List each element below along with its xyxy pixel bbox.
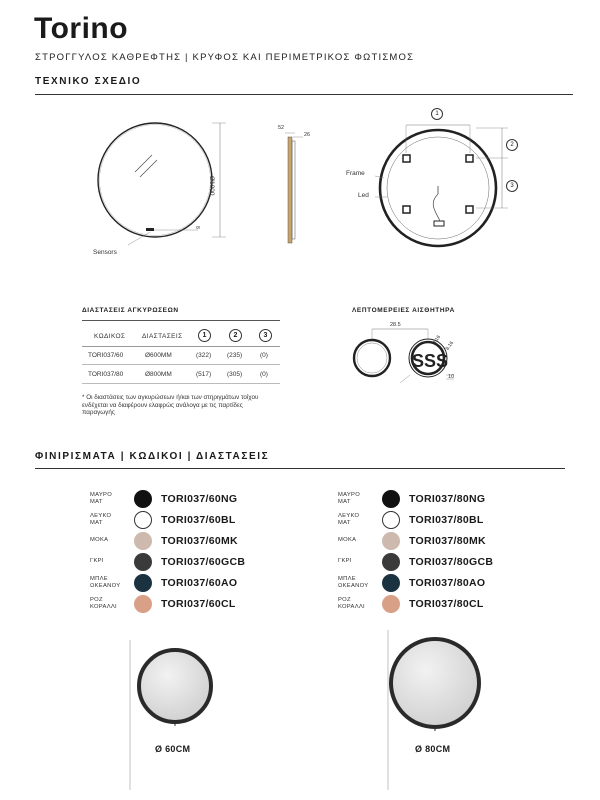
- finish-label: ΛΕΥΚΟ ΜΑΤ: [90, 513, 112, 526]
- anchors-row-1-c2: (235): [227, 352, 243, 359]
- color-swatch[interactable]: [134, 553, 152, 571]
- finish-row: [90, 593, 245, 614]
- anchors-row-2-c2: (305): [227, 371, 243, 378]
- size-label-80: Ø 80CM: [415, 744, 451, 754]
- finishes-section-rule: [35, 468, 565, 469]
- product-code: TORI037/60MK: [161, 534, 238, 547]
- product-code: TORI037/80NG: [409, 492, 486, 505]
- callout-2: 2: [506, 139, 518, 151]
- finish-row: [90, 509, 245, 530]
- color-swatch[interactable]: [134, 490, 152, 508]
- color-swatch[interactable]: [382, 553, 400, 571]
- technical-section-rule: [35, 94, 573, 95]
- finish-label: ΜΠΛΕ ΩΚΕΑΝΟΥ: [90, 576, 121, 589]
- finish-row: [90, 572, 245, 593]
- color-swatch[interactable]: [382, 595, 400, 613]
- anchors-row-1-dim: Ø600MM: [145, 352, 172, 359]
- sensor-detail-drawing: [350, 325, 480, 387]
- finish-row: [90, 488, 245, 509]
- anchors-row-2-dim: Ø800MM: [145, 371, 172, 378]
- product-code: TORI037/60AO: [161, 576, 238, 589]
- color-swatch[interactable]: [134, 574, 152, 592]
- finish-label: ΡΟΖ ΚΟΡΑΛΛΙ: [90, 597, 117, 610]
- anchors-row-2-c1: (517): [196, 371, 212, 378]
- finish-label: ΜΑΥΡΟ ΜΑΤ: [338, 492, 361, 505]
- anchors-header-3: 3: [259, 329, 272, 342]
- anchors-header-code: ΚΩΔΙΚΟΣ: [94, 333, 126, 340]
- page-subtitle: ΣΤΡΟΓΓΥΛΟΣ ΚΑΘΡΕΦΤΗΣ | ΚΡΥΦΟΣ ΚΑΙ ΠΕΡΙΜΕΤΡΙΚΟΣ ΦΩΤΙΣΜΟΣ: [35, 52, 415, 63]
- anchors-header-dim: ΔΙΑΣΤΑΣΕΙΣ: [142, 333, 183, 340]
- finish-label: ΜΑΥΡΟ ΜΑΤ: [90, 492, 113, 505]
- finish-row: [90, 530, 245, 551]
- diameter-label: Ø1000: [208, 176, 215, 196]
- sensor-offset-label: 8: [194, 226, 200, 229]
- product-code: TORI037/80GCB: [409, 555, 494, 568]
- color-swatch[interactable]: [382, 490, 400, 508]
- product-code: TORI037/80CL: [409, 597, 484, 610]
- color-swatch[interactable]: [382, 574, 400, 592]
- sensor-dim-r2: 8.16: [444, 340, 456, 352]
- finish-label: ΜΟΚΑ: [90, 537, 109, 544]
- rear-view-drawing: [370, 108, 530, 253]
- color-swatch[interactable]: [382, 511, 400, 529]
- sensor-detail-title: ΛΕΠΤΟΜΕΡΕΙΕΣ ΑΙΣΘΗΤΗΡΑ: [352, 307, 455, 314]
- sensor-dim-r1: 8.16: [431, 334, 443, 346]
- anchors-header-rule: [82, 346, 280, 347]
- callout-1: 1: [431, 108, 443, 120]
- finish-label: ΡΟΖ ΚΟΡΑΛΛΙ: [338, 597, 365, 610]
- callout-3: 3: [506, 180, 518, 192]
- finish-row: [338, 572, 493, 593]
- anchors-row-2-c3: (0): [260, 371, 268, 378]
- mirror-60-illustration: [120, 640, 230, 790]
- finish-row: [338, 593, 493, 614]
- sensor-dim-28: 28.5: [390, 322, 401, 328]
- side-view-drawing: [275, 125, 315, 245]
- anchors-row-2-code: TORI037/80: [88, 371, 124, 378]
- size-label-60: Ø 60CM: [155, 744, 191, 754]
- side-dim-right: 26: [304, 132, 311, 138]
- finishes-section-title: ΦΙΝΙΡΙΣΜΑΤΑ | ΚΩΔΙΚΟΙ | ΔΙΑΣΤΑΣΕΙΣ: [35, 451, 270, 462]
- finish-label: ΓΚΡΙ: [90, 558, 104, 565]
- product-code: TORI037/80BL: [409, 513, 484, 526]
- color-swatch[interactable]: [134, 532, 152, 550]
- anchors-row-1-c1: (322): [196, 352, 212, 359]
- finish-row: [338, 530, 493, 551]
- anchors-title: ΔΙΑΣΤΑΣΕΙΣ ΑΓΚΥΡΩΣΕΩΝ: [82, 307, 179, 314]
- color-swatch[interactable]: [134, 511, 152, 529]
- anchors-row-1-c3: (0): [260, 352, 268, 359]
- led-label: Led: [358, 192, 369, 199]
- svg-text:SSS: SSS: [412, 351, 449, 371]
- color-swatch[interactable]: [382, 532, 400, 550]
- product-code: TORI037/80AO: [409, 576, 486, 589]
- finish-label: ΜΟΚΑ: [338, 537, 357, 544]
- finishes-right-list: [338, 488, 493, 614]
- anchors-note: * Οι διαστάσεις των αγκυρώσεων ή/και των στηριγμάτων τοίχου ενδέχεται να διαφέρουν ελαφρώς ανάλογα με τις παρτίδες παραγωγής: [82, 394, 259, 417]
- anchors-header-1: 1: [198, 329, 211, 342]
- finish-row: [338, 509, 493, 530]
- finish-label: ΜΠΛΕ ΩΚΕΑΝΟΥ: [338, 576, 369, 589]
- sensor-dim-10: 10: [448, 374, 455, 380]
- anchors-title-rule: [82, 320, 280, 321]
- product-code: TORI037/60NG: [161, 492, 238, 505]
- finish-row: [90, 551, 245, 572]
- color-swatch[interactable]: [134, 595, 152, 613]
- product-code: TORI037/60BL: [161, 513, 236, 526]
- sensors-label: Sensors: [93, 249, 117, 256]
- finish-label: ΛΕΥΚΟ ΜΑΤ: [338, 513, 360, 526]
- technical-section-title: ΤΕΧΝΙΚΟ ΣΧΕΔΙΟ: [35, 76, 142, 87]
- mirror-80-illustration: [380, 630, 490, 790]
- product-code: TORI037/80MK: [409, 534, 486, 547]
- anchors-header-2: 2: [229, 329, 242, 342]
- anchors-row-1-code: TORI037/60: [88, 352, 124, 359]
- anchors-row-rule: [82, 364, 280, 365]
- side-dim-top: 52: [278, 125, 285, 131]
- page-title: Torino: [34, 12, 129, 45]
- finish-label: ΓΚΡΙ: [338, 558, 352, 565]
- finishes-left-list: [90, 488, 245, 614]
- finish-row: [338, 551, 493, 572]
- front-view-drawing: [80, 120, 250, 270]
- finish-row: [338, 488, 493, 509]
- anchors-bottom-rule: [82, 383, 280, 384]
- product-code: TORI037/60CL: [161, 597, 236, 610]
- product-code: TORI037/60GCB: [161, 555, 246, 568]
- frame-label: Frame: [346, 170, 365, 177]
